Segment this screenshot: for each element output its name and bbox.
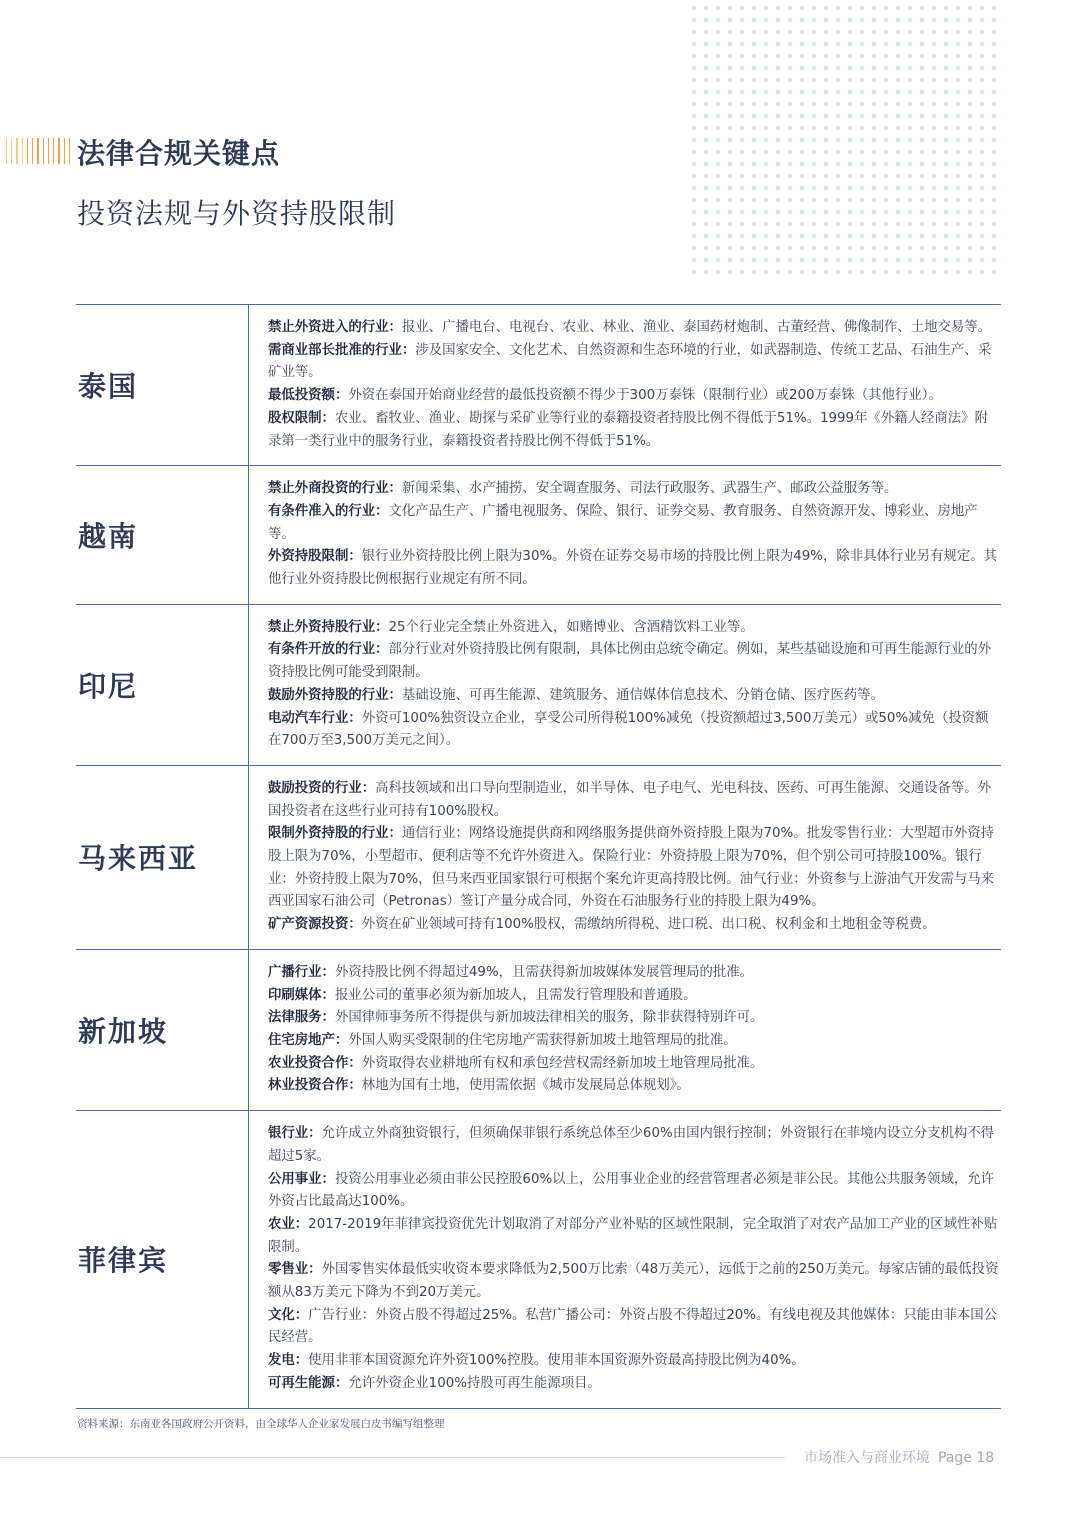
regulation-label: 银行业： [268,1126,322,1142]
regulation-text: 外国人购买受限制的住宅房地产需获得新加坡土地管理局的批准。 [348,1032,737,1048]
country-regulation-table [76,304,1001,1409]
regulation-text: 通信行业：网络设施提供商和网络服务提供商外资持股上限为70%。批发零售行业：大型超市外资持股上限为70%，小型超市、便利店等不允许外资进入。保险行业：外资持股上限为70%，但个别公司可持股100%。银行业：外资持股上限为70%，但马来西亚国家银行可根据个案允许更高持股比例。油气行业：外资参与上游油气开发需与马来西亚国家石油公司（Petronas）签订产量分成合同，外资在石油服务行业的持股上限为49%。 [268,826,995,910]
regulation-text: 银行业外资持股比例上限为30%。外资在证券交易市场的持股比例上限为49%，除非具体行业另有规定。其他行业外资持股比例根据行业规定有所不同。 [268,549,998,588]
footer-section-name: 市场准入与商业环境 [804,1450,930,1466]
regulation-text: 涉及国家安全、文化艺术、自然资源和生态环境的行业，如武器制造、传统工艺品、石油生产、采矿业等。 [268,342,992,381]
regulation-label: 鼓励外资持股的行业： [268,687,402,703]
regulation-label: 印刷媒体： [268,987,335,1003]
regulation-item [268,1214,1001,1259]
regulation-item [268,778,1001,823]
country-regulations [249,949,1002,1110]
regulation-item [268,1373,1001,1396]
country-name: 马来西亚 [76,765,249,949]
regulation-label: 鼓励投资的行业： [268,780,376,796]
regulation-text: 林地为国有土地，使用需依据《城市发展局总体规划》。 [361,1078,690,1094]
country-name: 菲律宾 [76,1111,249,1408]
regulation-label: 电动汽车行业： [268,710,362,726]
page-number: Page 18 [938,1450,995,1466]
country-regulations [249,305,1002,466]
regulation-label: 可再生能源： [268,1375,349,1391]
regulation-label: 法律服务： [268,1010,335,1026]
regulation-text: 部分行业对外资持股比例有限制，具体比例由总统令确定。例如，某些基础设施和可再生能源行业的外资持股比例可能受到限制。 [268,642,992,681]
regulation-text: 外国零售实体最低实收资本要求降低为2,500万比索（48万美元），远低于之前的250万美元。每家店铺的最低投资额从83万美元下降为不到20万美元。 [268,1262,999,1301]
regulation-text: 外资可100%独资设立企业，享受公司所得税100%减免（投资额超过3,500万美元）或50%减免（投资额在700万至3,500万美元之间）。 [268,710,989,749]
footer-divider [0,1457,785,1458]
regulation-text: 新闻采集、水产捕捞、安全调查服务、司法行政服务、武器生产、邮政公益服务等。 [401,481,898,497]
regulation-text: 允许外资企业100%持股可再生能源项目。 [348,1375,601,1391]
dot-pattern-decoration [688,0,1004,274]
regulation-text: 外资在矿业领域可持有100%股权，需缴纳所得税、进口税、出口税、权利金和土地租金等税费。 [361,917,936,933]
regulation-text: 外国律师事务所不得提供与新加坡法律相关的服务，除非获得特别许可。 [334,1010,764,1026]
regulation-item [268,985,1001,1008]
country-name: 印尼 [76,604,249,765]
regulation-text: 允许成立外商独资银行，但须确保菲银行系统总体至少60%由国内银行控制；外资银行在菲境内设立分支机构不得超过5家。 [268,1126,995,1164]
regulation-text: 2017-2019年菲律宾投资优先计划取消了对部分产业补贴的区域性限制，完全取消了对农产品加工产业的区域性补贴限制。 [268,1216,998,1255]
regulation-label: 农业： [268,1216,309,1232]
regulation-text: 报业、广播电台、电视台、农业、林业、渔业、泰国药材炮制、古董经营、佛像制作、土地交易等。 [401,320,992,335]
regulation-item [268,914,1001,937]
regulation-label: 有条件准入的行业： [268,503,389,519]
regulation-item [268,1305,1001,1350]
regulation-label: 外资持股限制： [268,549,362,565]
regulation-label: 最低投资额： [268,388,349,404]
regulation-item [268,1123,1001,1168]
country-regulations [249,765,1002,949]
regulation-label: 股权限制： [268,410,335,426]
regulation-label: 禁止外资进入的行业： [268,320,402,335]
regulation-label: 零售业： [268,1262,322,1278]
regulation-text: 外资取得农业耕地所有权和承包经营权需经新加坡土地管理局批准。 [361,1055,764,1071]
regulation-label: 限制外资持股的行业： [268,826,402,842]
country-row [76,466,1001,605]
regulation-text: 高科技领域和出口导向型制造业，如半导体、电子电气、光电科技、医药、可再生能源、交通设备等。外国投资者在这些行业可持有100%股权。 [268,780,992,819]
regulation-item [268,823,1001,914]
regulation-item [268,501,1001,546]
regulation-text: 基础设施、可再生能源、建筑服务、通信媒体信息技术、分销仓储、医疗医药等。 [401,687,884,703]
regulation-text: 农业、畜牧业、渔业、勘探与采矿业等行业的泰籍投资者持股比例不得低于51%。1999年《外籍人经商法》附录第一类行业中的服务行业，泰籍投资者持股比例不得低于51%。 [268,410,988,449]
regulation-label: 禁止外商投资的行业： [268,481,402,497]
regulation-label: 林业投资合作： [268,1078,362,1094]
regulation-item [268,317,1001,340]
regulation-item [268,1053,1001,1076]
regulation-text: 报业公司的董事必须为新加坡人，且需发行管理股和普通股。 [334,987,697,1003]
section-subtitle: 投资法规与外资持股限制 [77,197,397,230]
country-row [76,765,1001,949]
section-title: 法律合规关键点 [77,137,281,170]
regulation-text: 文化产品生产、广播电视服务、保险、银行、证券交易、教育服务、自然资源开发、博彩业、房地产等。 [268,503,978,542]
regulation-label: 住宅房地产： [268,1032,349,1048]
country-row [76,604,1001,765]
regulation-text: 广告行业：外资占股不得超过25%。私营广播公司：外资占股不得超过20%。有线电视及其他媒体：只能由菲本国公民经营。 [268,1307,998,1346]
country-name: 泰国 [76,305,249,466]
regulation-text: 25个行业完全禁止外资进入，如赌博业、含酒精饮料工业等。 [388,619,754,635]
regulation-label: 有条件开放的行业： [268,642,389,658]
page-footer [804,1447,994,1467]
country-row [76,1111,1001,1408]
country-regulations [249,604,1002,765]
regulation-item [268,1075,1001,1098]
regulation-item [268,1259,1001,1304]
regulation-label: 矿产资源投资： [268,917,362,933]
regulation-label: 需商业部长批准的行业： [268,342,416,358]
regulation-item [268,385,1001,408]
regulation-item [268,617,1001,640]
country-row [76,305,1001,466]
country-regulations [249,1111,1002,1408]
regulation-item [268,340,1001,385]
regulation-label: 农业投资合作： [268,1055,362,1071]
regulation-item [268,1007,1001,1030]
regulation-text: 外资在泰国开始商业经营的最低投资额不得少于300万泰铢（限制行业）或200万泰铢（其他行业）。 [348,388,942,404]
regulation-item [268,478,1001,501]
regulation-item [268,1030,1001,1053]
regulation-item [268,962,1001,985]
regulation-label: 禁止外资持股行业： [268,619,389,635]
regulation-text: 使用非菲本国资源允许外资100%控股。使用菲本国资源外资最高持股比例为40%。 [308,1353,805,1369]
regulation-item [268,685,1001,708]
regulation-label: 发电： [268,1353,309,1369]
country-name: 新加坡 [76,949,249,1110]
regulation-item [268,639,1001,684]
regulation-item [268,708,1001,753]
regulation-item [268,1169,1001,1214]
regulation-label: 公用事业： [268,1171,335,1187]
regulation-item [268,1350,1001,1373]
heading-stripes-decoration [6,138,70,164]
regulation-label: 文化： [268,1307,309,1323]
regulation-item [268,546,1001,591]
regulation-label: 广播行业： [268,964,335,980]
source-note: 资料来源：东南亚各国政府公开资料，由全球华人企业家发展白皮书编写组整理 [77,1418,445,1430]
country-regulations [249,466,1002,605]
regulation-text: 投资公用事业必须由菲公民控股60%以上，公用事业企业的经营管理者必须是菲公民。其他公共服务领域，允许外资占比最高达100%。 [268,1171,995,1210]
country-row [76,949,1001,1110]
regulation-item [268,408,1001,453]
regulation-text: 外资持股比例不得超过49%，且需获得新加坡媒体发展管理局的批准。 [334,964,754,980]
country-name: 越南 [76,466,249,605]
